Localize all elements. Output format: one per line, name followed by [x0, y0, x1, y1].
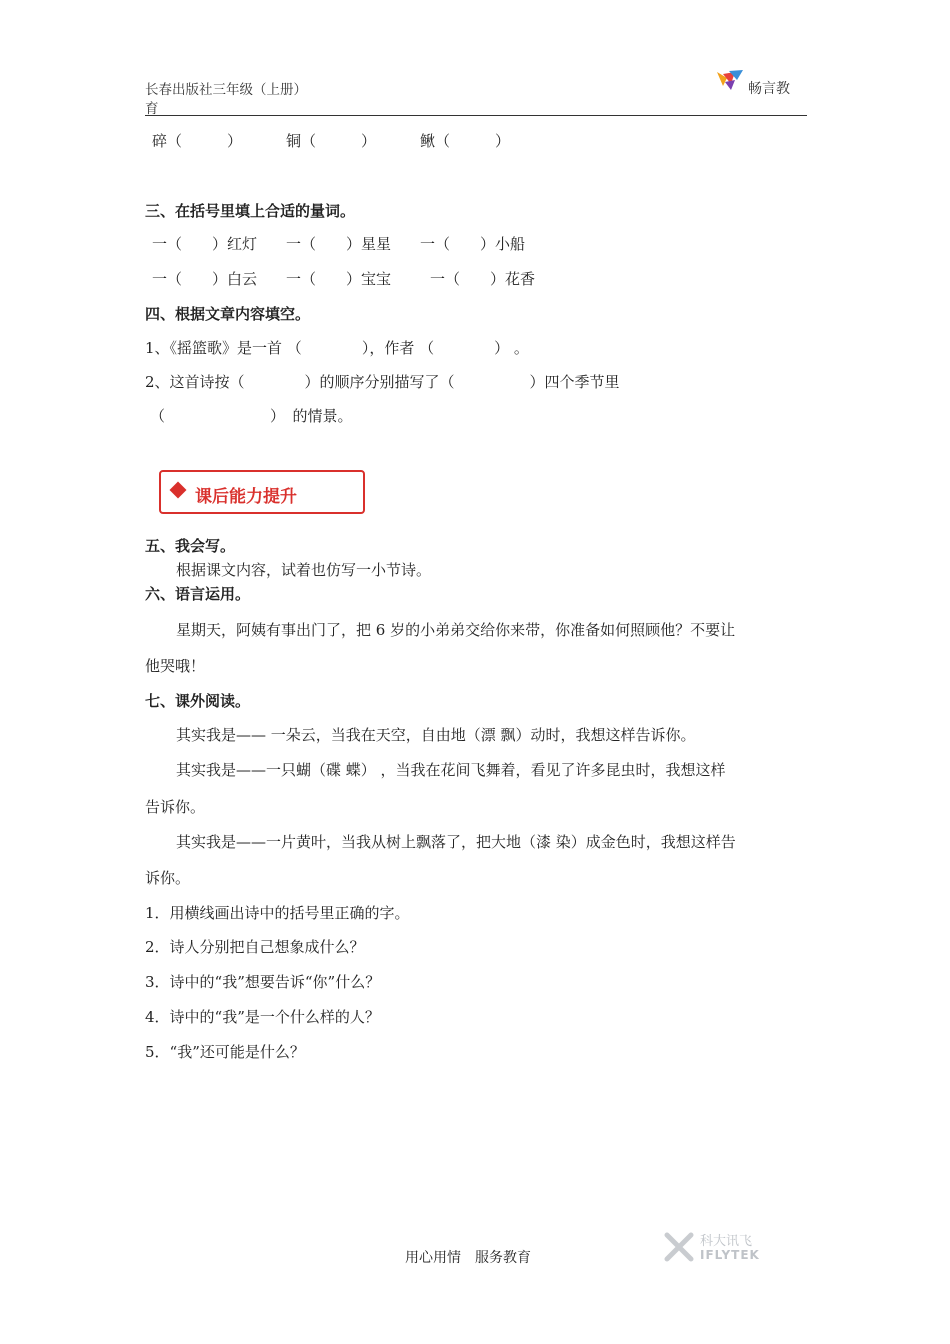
- measure-item: 一（ ）星星: [286, 235, 392, 253]
- measure-item: 一（ ）红灯: [152, 235, 258, 253]
- poem-paragraph-2-cont: 告诉你。: [145, 798, 206, 816]
- reading-question: 3．诗中的“我”想要告诉“你”什么？: [145, 973, 381, 991]
- poem-paragraph-1: 其实我是—— 一朵云，当我在天空，自由地（漂 飘）动时，我想这样告诉你。: [176, 726, 696, 744]
- section-6-line2: 他哭哦！: [145, 657, 206, 675]
- measure-item: 一（ ）宝宝: [286, 270, 392, 288]
- char-item-qiu: 鳅（ ）: [420, 132, 511, 150]
- measure-item: 一（ ）小船: [420, 235, 526, 253]
- section-banner: [159, 470, 365, 514]
- measure-item: 一（ ）白云: [152, 270, 258, 288]
- poem-paragraph-3: 其实我是——一片黄叶，当我从树上飘落了，把大地（漆 染）成金色时，我想这样告: [176, 833, 736, 851]
- poem-paragraph-3-cont: 诉你。: [145, 869, 191, 887]
- header-divider: [145, 115, 807, 116]
- header-publisher-wrap: 育: [145, 101, 159, 117]
- section-4-title: 四、根据文章内容填空。: [145, 305, 311, 323]
- iflytek-cn: 科大讯飞: [700, 1234, 753, 1249]
- banner-label: 课后能力提升: [195, 487, 297, 507]
- iflytek-logo: [664, 1230, 774, 1266]
- section-7-title: 七、课外阅读。: [145, 692, 251, 710]
- section-5-body: 根据课文内容，试着也仿写一小节诗。: [176, 561, 432, 579]
- iflytek-x-icon: [664, 1232, 694, 1262]
- reading-question: 1．用横线画出诗中的括号里正确的字。: [145, 904, 410, 922]
- reading-question: 5．“我”还可能是什么？: [145, 1043, 305, 1061]
- footer-slogan: 用心用情 服务教育: [405, 1250, 531, 1266]
- fill-question-1: 1、《摇篮歌》是一首 （ ），作者 （ ） 。: [145, 339, 529, 357]
- reading-question: 4．诗中的“我”是一个什么样的人？: [145, 1008, 380, 1026]
- fill-question-2-cont: （ ） 的情景。: [150, 407, 353, 425]
- char-item-tong: 铜（ ）: [286, 132, 377, 150]
- section-6-title: 六、语言运用。: [145, 585, 251, 603]
- bird-logo-icon: [715, 68, 745, 92]
- section-3-title: 三、在括号里填上合适的量词。: [145, 202, 356, 220]
- header-brand: 畅言教: [748, 81, 790, 97]
- measure-item: 一（ ）花香: [430, 270, 536, 288]
- fill-question-2: 2、这首诗按（ ）的顺序分别描写了（ ）四个季节里: [145, 373, 620, 391]
- poem-paragraph-2: 其实我是——一只蝴（碟 蝶） ，当我在花间飞舞着，看见了许多昆虫时，我想这样: [176, 761, 726, 779]
- header-publisher: 长春出版社三年级（上册）: [145, 82, 307, 98]
- section-5-title: 五、我会写。: [145, 537, 236, 555]
- diamond-icon: [170, 482, 187, 499]
- reading-question: 2．诗人分别把自己想象成什么？: [145, 938, 365, 956]
- char-item-sui: 碎（ ）: [152, 132, 243, 150]
- iflytek-en: IFLYTEK: [700, 1248, 760, 1262]
- section-6-line1: 星期天，阿姨有事出门了，把 6 岁的小弟弟交给你来带，你准备如何照顾他？不要让: [176, 621, 736, 639]
